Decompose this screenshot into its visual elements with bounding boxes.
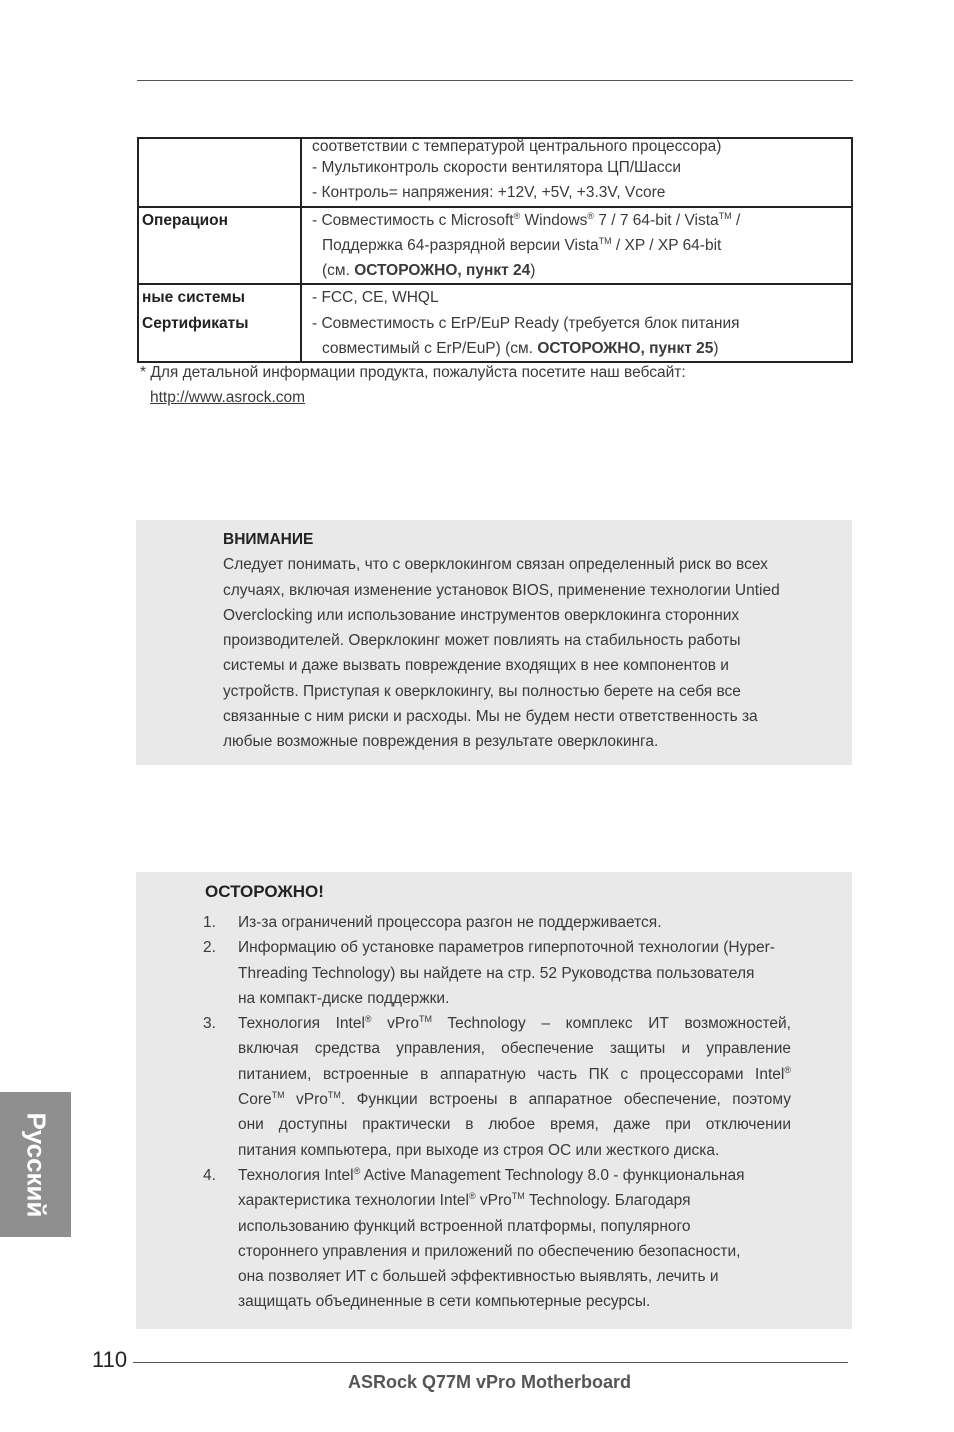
item-number: 1.	[203, 914, 216, 931]
item-line: Информацию об установке параметров гиперпоточной технологии (Hyper-	[238, 939, 775, 957]
item-line	[238, 1163, 791, 1188]
spec-label-text: ные системы	[142, 289, 246, 307]
bottom-rule	[133, 1362, 848, 1363]
spec-row-certifications	[138, 284, 852, 362]
spec-line: - Мультиконтроль скорости вентилятора ЦП/Шасси	[312, 159, 681, 176]
text: Technology – комплекс ИТ возможностей,	[432, 1015, 791, 1033]
text: Технология Intel	[238, 1015, 365, 1033]
caution-item-2	[203, 935, 791, 1011]
item-text	[238, 910, 791, 935]
caution-item-3	[203, 1011, 791, 1163]
item-line: включая средства управления, обеспечение защиты и управление	[238, 1040, 791, 1058]
item-line: Из-за ограничений процессора разгон не поддерживается.	[238, 914, 662, 931]
text: - Совместимость с Microsoft	[312, 211, 514, 229]
text: )	[713, 340, 719, 358]
item-text	[238, 1163, 791, 1315]
spec-line	[312, 208, 851, 233]
text: /	[731, 211, 741, 229]
text: Active Management Technology 8.0 - функциональная	[360, 1166, 745, 1184]
text: Windows	[520, 211, 588, 229]
trademark-mark: TM	[327, 1090, 341, 1101]
item-line	[238, 1087, 791, 1112]
spec-line: соответствии с температурой центрального процессора)	[312, 139, 722, 155]
text: характеристика технологии Intel	[238, 1192, 469, 1210]
spec-label-os	[138, 207, 301, 285]
item-line	[238, 1188, 791, 1213]
warning-line: любые возможные повреждения в результате оверклокинга.	[223, 733, 659, 751]
warning-line: Overclocking или использование инструментов оверклокинга сторонних	[223, 606, 740, 624]
page-number: 110	[92, 1347, 128, 1372]
text: совместимый с ErP/EuP) (см.	[322, 340, 538, 358]
text: / XP / XP 64-bit	[611, 236, 722, 254]
spec-line: - FCC, CE, WHQL	[312, 289, 439, 307]
item-line	[238, 1011, 791, 1036]
item-line: Threading Technology) вы найдете на стр. 52 Руководства пользователя	[238, 964, 755, 982]
footnote-text: * Для детальной информации продукта, пожалуйста посетите наш вебсайт:	[140, 364, 686, 381]
registered-mark: ®	[513, 210, 521, 221]
caution-item-4	[203, 1163, 791, 1315]
warning-box	[136, 520, 852, 765]
caution-list	[203, 910, 791, 1315]
caution-reference: ОСТОРОЖНО, пункт 24	[354, 262, 531, 280]
text: vPro	[371, 1015, 420, 1033]
spec-table	[137, 137, 853, 363]
item-number: 3.	[203, 1015, 216, 1033]
registered-mark: ®	[364, 1014, 372, 1025]
text: (см.	[322, 262, 355, 280]
registered-mark: ®	[587, 210, 595, 221]
language-tab	[0, 1092, 71, 1237]
item-number: 2.	[203, 939, 216, 957]
registered-mark: ®	[353, 1165, 361, 1176]
footnote	[140, 360, 686, 411]
spec-value-certifications	[301, 284, 852, 362]
warning-line: производителей. Оверклокинг может повлиять на стабильность работы	[223, 632, 741, 650]
warning-line: Следует понимать, что с оверклокингом связан определенный риск во всех	[223, 556, 768, 574]
trademark-mark: TM	[511, 1191, 525, 1202]
spec-value-os	[301, 207, 852, 285]
registered-mark: ®	[784, 1064, 791, 1075]
spec-line	[312, 258, 851, 283]
item-number: 4.	[203, 1166, 216, 1184]
warning-title: ВНИМАНИЕ	[223, 531, 314, 548]
trademark-mark: TM	[598, 235, 612, 246]
item-line: питания компьютера, при выходе из строя ОС или жесткого диска.	[238, 1141, 720, 1159]
item-line: на компакт-диске поддержки.	[238, 989, 450, 1007]
text: Technology. Благодаря	[524, 1192, 691, 1210]
spec-row-os	[138, 207, 852, 285]
language-tab-label: Русский	[21, 1111, 51, 1218]
registered-mark: ®	[468, 1191, 476, 1202]
caution-title: ОСТОРОЖНО!	[205, 882, 324, 901]
text: Технология Intel	[238, 1166, 354, 1184]
text: vPro	[284, 1091, 328, 1109]
item-line	[238, 1062, 791, 1087]
spec-label-empty	[138, 138, 301, 207]
website-link[interactable]: http://www.asrock.com	[150, 389, 306, 407]
item-line: защищать объединенные в сети компьютерные ресурсы.	[238, 1293, 651, 1311]
spec-line: - Совместимость с ErP/EuP Ready (требуется блок питания	[312, 314, 740, 332]
trademark-mark: TM	[271, 1090, 285, 1101]
spec-line	[312, 336, 851, 361]
spec-value-hw-monitor	[301, 138, 852, 207]
item-line: они доступны практически в любое время, даже при отключении	[238, 1116, 791, 1134]
spec-label-text: Операцион	[142, 211, 229, 229]
warning-content	[223, 527, 833, 755]
spec-line: - Контроль= напряжения: +12V, +5V, +3.3V, Vcore	[312, 184, 666, 202]
warning-line: системы и даже вызвать повреждение входящих в нее компонентов и	[223, 657, 729, 675]
item-text	[238, 935, 791, 1011]
item-line: использованию функций встроенной платформы, популярного	[238, 1217, 691, 1235]
spec-row-hw-monitor	[138, 138, 852, 207]
caution-reference: ОСТОРОЖНО, пункт 25	[537, 340, 714, 358]
caution-item-1	[203, 910, 791, 935]
caution-box	[136, 872, 852, 1329]
item-line: она позволяет ИТ с большей эффективностью выявлять, лечить и	[238, 1268, 719, 1286]
warning-line: связанные с ним риски и расходы. Мы не будем нести ответственность за	[223, 708, 758, 726]
trademark-mark: TM	[419, 1014, 433, 1025]
warning-line: устройств. Приступая к оверклокингу, вы полностью берете на себя все	[223, 682, 741, 700]
item-line: стороннего управления и приложений по обеспечению безопасности,	[238, 1242, 741, 1260]
footer-title: ASRock Q77M vPro Motherboard	[348, 1372, 632, 1392]
text: 7 / 7 64-bit / Vista	[594, 211, 719, 229]
text: питанием, встроенные в аппаратную часть ПК с процессорами Intel	[238, 1065, 785, 1083]
text: . Функции встроены в аппаратное обеспечение, поэтому	[340, 1091, 791, 1109]
text: vPro	[475, 1192, 512, 1210]
text: )	[530, 262, 536, 280]
trademark-mark: TM	[718, 210, 732, 221]
text: Поддержка 64-разрядной версии Vista	[322, 236, 599, 254]
item-text	[238, 1011, 791, 1163]
spec-label-text: Сертификаты	[142, 314, 249, 332]
spec-line	[312, 233, 851, 258]
text: Core	[238, 1091, 272, 1109]
top-rule	[137, 80, 853, 81]
warning-line: случаях, включая изменение установок BIOS, применение технологии Untied	[223, 581, 780, 599]
spec-label-certifications	[138, 284, 301, 362]
